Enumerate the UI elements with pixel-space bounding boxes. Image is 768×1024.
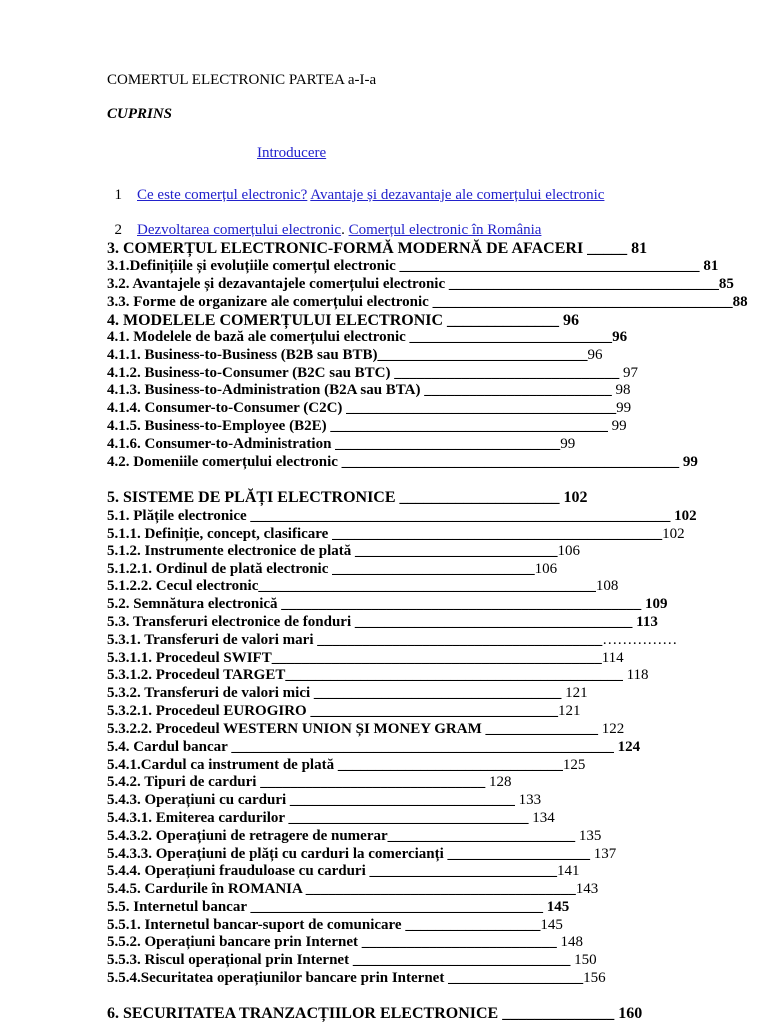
toc-entry (107, 881, 598, 898)
toc-entry-page-number: 150 (574, 952, 597, 968)
toc-entry-page-number: 102 (674, 508, 697, 524)
chapter-number: 1 (114, 187, 122, 203)
toc-entry-page-number: 85 (718, 276, 734, 292)
toc-entry-page-number: 113 (636, 614, 658, 630)
toc-entry (107, 828, 601, 845)
toc-entry-page-number: 124 (617, 739, 641, 755)
chapter-1-link-what-is[interactable]: Ce este comerțul electronic? (137, 187, 308, 203)
chapter-1-link-advantages[interactable]: Avantaje și dezavantaje ale comerțului electronic (310, 187, 605, 203)
toc-entry (107, 526, 685, 543)
toc-entry-page-number: 145 (546, 899, 570, 915)
toc-entry-page-number: 106 (534, 561, 558, 577)
toc-entry-page-number: 114 (601, 650, 624, 666)
chapter-1-row (107, 170, 604, 204)
toc-entry-page-number: 96 (587, 347, 603, 363)
toc-entry-title: 5.1.2.1. Ordinul de plată electronic ___________________________ (107, 561, 535, 577)
toc-entry (107, 632, 677, 649)
document-title: COMERTUL ELECTRONIC PARTEA a-I-a (107, 72, 377, 88)
toc-entry (107, 792, 541, 809)
toc-entry (107, 899, 569, 916)
toc-entry-title: 5.1.1. Definiție, concept, clasificare ____________________________________________ (107, 526, 663, 542)
toc-entry-page-number: 121 (557, 703, 581, 719)
toc-entry (107, 365, 638, 382)
toc-entry (107, 917, 563, 934)
toc-entry-page-number: 160 (618, 1005, 643, 1022)
toc-entry-title: 5.1. Plățile electronice ________________________________________________________ (107, 508, 675, 524)
toc-entry (107, 329, 627, 346)
toc-entry (107, 810, 555, 827)
toc-entry-page-number: 148 (560, 934, 583, 950)
toc-entry-title: 5. SISTEME DE PLĂȚI ELECTRONICE ____________________ (107, 489, 564, 506)
toc-entry-page-number: 133 (518, 792, 542, 808)
toc-entry-title: 5.4.3. Operațiuni cu carduri ______________________________ (107, 792, 519, 808)
toc-entry-title: 5.5.4.Securitatea operațiunilor bancare prin Internet __________________ (107, 970, 584, 986)
toc-entry-title: 4.1.4. Consumer-to-Consumer (C2C) ____________________________________ (107, 400, 617, 416)
toc-entry (107, 240, 647, 257)
toc-entry-page-number: …………… (602, 632, 678, 648)
toc-entry-page-number: 134 (532, 810, 555, 826)
toc-entry (107, 1005, 642, 1022)
toc-entry-page-number: 125 (562, 757, 586, 773)
toc-entry-page-number: 141 (557, 863, 580, 879)
toc-entry (107, 739, 640, 756)
toc-entry-page-number: 156 (583, 970, 606, 986)
toc-entry (107, 543, 580, 560)
toc-entry-page-number: 128 (488, 774, 512, 790)
toc-entry (107, 952, 597, 969)
toc-entry-title: 4.2. Domeniile comerțului electronic _____________________________________________ (107, 454, 683, 470)
toc-entry-title: 5.3. Transferuri electronice de fonduri _____________________________________ (107, 614, 637, 630)
toc-entry-title: 5.4.4. Operațiuni frauduloase cu carduri _________________________ (107, 863, 558, 879)
toc-entry (107, 454, 698, 471)
toc-entry-title: 5.3.2. Transferuri de valori mici _________________________________ (107, 685, 566, 701)
toc-entry-title: 5.4. Cardul bancar ___________________________________________________ (107, 739, 618, 755)
toc-entry-title: 5.3.1.1. Procedeul SWIFT____________________________________________ (107, 650, 602, 666)
chapter-2-row (107, 205, 541, 239)
toc-entry (107, 294, 748, 311)
toc-entry-title: 5.4.3.1. Emiterea cardurilor ________________________________ (107, 810, 533, 826)
toc-entry-page-number: 137 (593, 846, 617, 862)
toc-entry-title: 4.1.6. Consumer-to-Administration ______________________________ (107, 436, 561, 452)
toc-entry-page-number: 99 (616, 400, 632, 416)
toc-entry-title: 4. MODELELE COMERȚULUI ELECTRONIC ______________ (107, 312, 564, 329)
toc-entry-title: 5.1.2. Instrumente electronice de plată ___________________________ (107, 543, 558, 559)
chapter-2-separator: . (341, 222, 345, 238)
toc-entry-page-number: 135 (578, 828, 602, 844)
toc-entry-title: 5.3.2.2. Procedeul WESTERN UNION ȘI MONEY GRAM _______________ (107, 721, 602, 737)
toc-entry-page-number: 81 (703, 258, 719, 274)
toc-entry-page-number: 109 (645, 596, 668, 612)
contents-heading: CUPRINS (107, 106, 173, 122)
toc-entry-page-number: 102 (563, 489, 588, 506)
chapter-2-link-development[interactable]: Dezvoltarea comerțului electronic (137, 222, 342, 238)
toc-entry-page-number: 96 (563, 312, 580, 329)
toc-entry (107, 774, 511, 791)
chapter-number: 2 (114, 222, 122, 238)
toc-entry-page-number: 98 (615, 382, 631, 398)
toc-entry-title: 5.3.1. Transferuri de valori mari ______________________________________ (107, 632, 603, 648)
toc-entry-page-number: 122 (601, 721, 625, 737)
toc-entry (107, 489, 588, 506)
toc-entry-title: 6. SECURITATEA TRANZACȚIILOR ELECTRONICE ______________ (107, 1005, 619, 1022)
toc-entry-page-number: 102 (662, 526, 685, 542)
chapter-2-link-romania[interactable]: Comerțul electronic în România (348, 222, 542, 238)
toc-entry-title: 5.5.3. Riscul operațional prin Internet _____________________________ (107, 952, 575, 968)
toc-entry-page-number: 97 (623, 365, 639, 381)
toc-entry-title: 4.1.3. Business-to-Administration (B2A sau BTA) _________________________ (107, 382, 616, 398)
toc-entry (107, 703, 580, 720)
toc-entry-page-number: 121 (565, 685, 588, 701)
toc-entry-page-number: 88 (732, 294, 748, 310)
toc-entry-title: 5.5.2. Operațiuni bancare prin Internet __________________________ (107, 934, 561, 950)
toc-entry-title: 5.5.1. Internetul bancar-suport de comunicare __________________ (107, 917, 541, 933)
toc-entry (107, 757, 585, 774)
toc-entry-title: 5.4.3.3. Operațiuni de plăți cu carduri la comercianți ___________________ (107, 846, 594, 862)
toc-entry (107, 863, 580, 880)
toc-entry (107, 596, 668, 613)
toc-entry (107, 685, 588, 702)
toc-entry-title: 4.1.1. Business-to-Business (B2B sau BTB)____________________________ (107, 347, 588, 363)
toc-entry-page-number: 99 (682, 454, 698, 470)
toc-entry-page-number: 81 (631, 240, 648, 257)
toc-entry (107, 934, 583, 951)
toc-entry-title: 5.4.5. Cardurile în ROMANIA ____________________________________ (107, 881, 576, 897)
toc-entry-page-number: 143 (575, 881, 599, 897)
toc-entry (107, 667, 649, 684)
toc-entry (107, 382, 631, 399)
intro-link-row (249, 126, 326, 162)
toc-entry-title: 5.3.2.1. Procedeul EUROGIRO _________________________________ (107, 703, 558, 719)
toc-entry-title: 5.4.2. Tipuri de carduri ______________________________ (107, 774, 489, 790)
toc-entry-title: 3.3. Forme de organizare ale comerțului electronic ________________________________________ (107, 294, 733, 310)
toc-entry (107, 347, 602, 364)
toc-entry (107, 436, 575, 453)
toc-entry-page-number: 118 (626, 667, 649, 683)
toc-entry-title: 4.1.5. Business-to-Employee (B2E) _____________________________________ (107, 418, 612, 434)
toc-entry-title: 5.2. Semnătura electronică ________________________________________________ (107, 596, 646, 612)
toc-entry (107, 276, 734, 293)
toc-entry-page-number: 108 (595, 578, 619, 594)
toc-entry (107, 561, 557, 578)
toc-entry (107, 970, 606, 987)
toc-entry-title: 3. COMERȚUL ELECTRONIC-FORMĂ MODERNĂ DE AFACERI _____ (107, 240, 632, 257)
toc-entry-title: 4.1.2. Business-to-Consumer (B2C sau BTC) ______________________________ (107, 365, 624, 381)
toc-entry (107, 400, 631, 417)
toc-entry (107, 721, 624, 738)
toc-entry-page-number: 145 (540, 917, 563, 933)
toc-entry (107, 258, 718, 275)
intro-link[interactable]: Introducere (257, 145, 327, 161)
toc-entry-title: 3.1.Definițiile și evoluțiile comerțul electronic ________________________________________ (107, 258, 704, 274)
toc-entry (107, 508, 697, 525)
toc-entry (107, 614, 658, 631)
toc-entry-title: 5.1.2.2. Cecul electronic_____________________________________________ (107, 578, 596, 594)
toc-entry (107, 418, 627, 435)
toc-entry (107, 312, 579, 329)
toc-entry-page-number: 106 (557, 543, 581, 559)
toc-entry-title: 5.4.3.2. Operațiuni de retragere de numerar_________________________ (107, 828, 579, 844)
toc-entry-page-number: 99 (560, 436, 576, 452)
toc-entry (107, 578, 618, 595)
toc-entry-title: 5.3.1.2. Procedeul TARGET_____________________________________________ (107, 667, 627, 683)
toc-entry-title: 5.5. Internetul bancar _______________________________________ (107, 899, 547, 915)
toc-entry-title: 4.1. Modelele de bază ale comerțului electronic ___________________________ (107, 329, 613, 345)
toc-entry (107, 650, 624, 667)
toc-entry-page-number: 99 (611, 418, 627, 434)
toc-entry-title: 5.4.1.Cardul ca instrument de plată ______________________________ (107, 757, 563, 773)
toc-entry (107, 846, 616, 863)
toc-entry-title: 3.2. Avantajele și dezavantajele comerțului electronic ____________________________________ (107, 276, 719, 292)
toc-entry-page-number: 96 (612, 329, 628, 345)
